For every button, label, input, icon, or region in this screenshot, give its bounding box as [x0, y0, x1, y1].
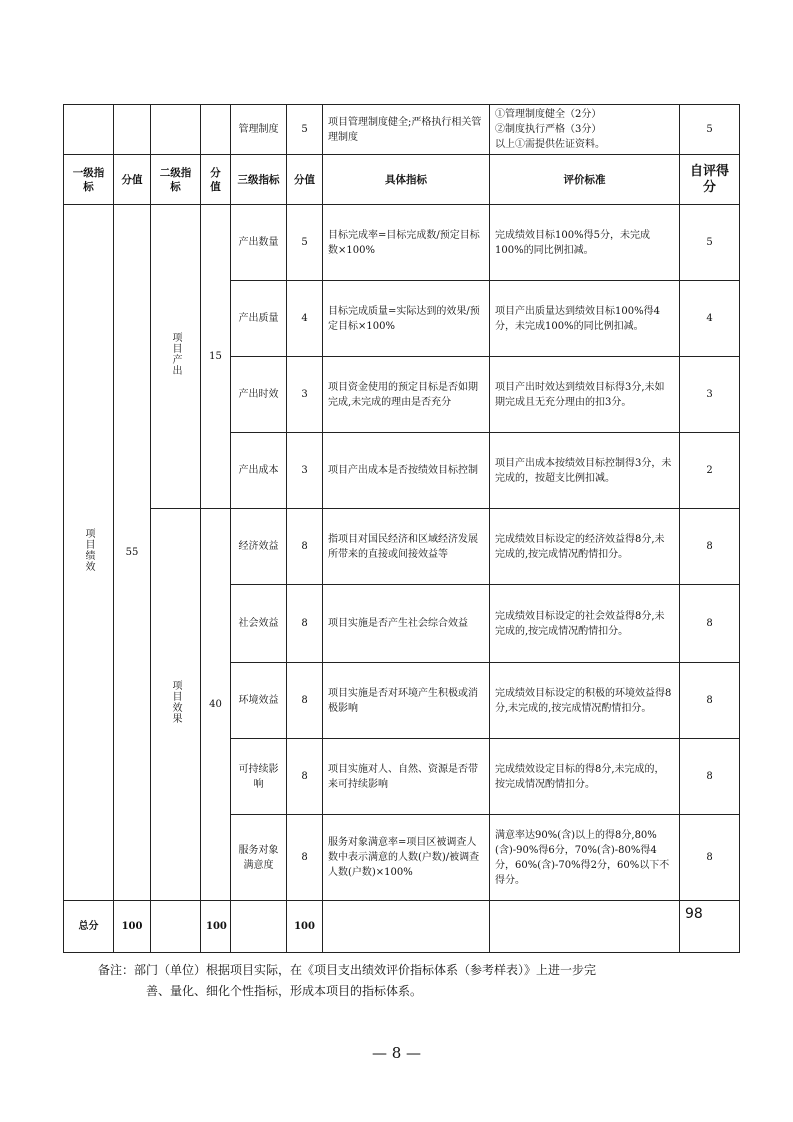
- header-level3: 三级指标: [231, 155, 287, 205]
- group-effect-score: 40: [201, 509, 231, 901]
- level3-cell: 服务对象满意度: [231, 815, 287, 901]
- indicator-cell: 指项目对国民经济和区域经济发展所带来的直接或间接效益等: [323, 509, 490, 585]
- criteria-cell: 项目产出时效达到绩效目标得3分,未如期完成且无充分理由的扣3分。: [490, 357, 680, 433]
- criteria-cell: 完成绩效设定目标的得8分,未完成的，按完成情况酌情扣分。: [490, 739, 680, 815]
- criteria-cell: 项目产出质量达到绩效目标100%得4分，未完成100%的同比例扣减。: [490, 281, 680, 357]
- total-row: [64, 901, 740, 953]
- cell-empty: [323, 901, 490, 953]
- indicator-cell: 项目资金使用的预定目标是否如期完成,未完成的理由是否充分: [323, 357, 490, 433]
- level3-cell: 管理制度: [231, 105, 287, 155]
- score3-cell: 8: [287, 509, 323, 585]
- self-score-cell: 4: [680, 281, 740, 357]
- score3-cell: 8: [287, 739, 323, 815]
- header-score2: 分值: [201, 155, 231, 205]
- indicator-cell: 项目实施对人、自然、资源是否带来可持续影响: [323, 739, 490, 815]
- total-self-score: 98: [680, 901, 740, 953]
- score3-cell: 8: [287, 663, 323, 739]
- header-score3: 分值: [287, 155, 323, 205]
- score3-cell: 5: [287, 105, 323, 155]
- criteria-line: ②制度执行严格（3分）: [495, 124, 602, 135]
- criteria-cell: 完成绩效目标100%得5分，未完成100%的同比例扣减。: [490, 205, 680, 281]
- page-number: — 8 —: [371, 1044, 422, 1062]
- self-score-cell: 5: [680, 205, 740, 281]
- level3-cell: 产出质量: [231, 281, 287, 357]
- footnote-line: 善、量化、细化个性指标，形成本项目的指标体系。: [146, 984, 423, 998]
- total-score2: 100: [201, 901, 231, 953]
- group-output-cell: [151, 205, 201, 509]
- indicator-cell: 项目实施是否产生社会综合效益: [323, 585, 490, 663]
- criteria-line: ①管理制度健全（2分）: [495, 109, 602, 120]
- level3-cell: 产出时效: [231, 357, 287, 433]
- self-score-cell: 8: [680, 509, 740, 585]
- level3-cell: 产出数量: [231, 205, 287, 281]
- level3-cell: 社会效益: [231, 585, 287, 663]
- criteria-cell: [490, 105, 680, 155]
- cell-empty: [490, 901, 680, 953]
- self-score-cell: 3: [680, 357, 740, 433]
- footnote-line: 备注：部门（单位）根据项目实际，在《项目支出绩效评价指标体系（参考样表）》上进一步完: [98, 963, 597, 977]
- self-score-cell: 8: [680, 663, 740, 739]
- header-indicator: 具体指标: [323, 155, 490, 205]
- level1-cell: [64, 205, 114, 901]
- total-score3: 100: [287, 901, 323, 953]
- cell-empty: [151, 105, 201, 155]
- score3-cell: 3: [287, 357, 323, 433]
- footnote: [98, 960, 718, 1002]
- header-level1: 一级指标: [64, 155, 114, 205]
- criteria-cell: 完成绩效目标设定的社会效益得8分,未完成的,按完成情况酌情扣分。: [490, 585, 680, 663]
- indicator-cell: 目标完成质量=实际达到的效果/预定目标×100%: [323, 281, 490, 357]
- cell-empty: [64, 105, 114, 155]
- level3-cell: 经济效益: [231, 509, 287, 585]
- indicator-cell: 项目产出成本是否按绩效目标控制: [323, 433, 490, 509]
- self-score-cell: 8: [680, 739, 740, 815]
- level3-cell: 可持续影响: [231, 739, 287, 815]
- cell-empty: [231, 901, 287, 953]
- level3-cell: 环境效益: [231, 663, 287, 739]
- total-score1: 100: [114, 901, 151, 953]
- criteria-cell: 完成绩效目标设定的经济效益得8分,未完成的,按完成情况酌情扣分。: [490, 509, 680, 585]
- indicator-cell: 项目实施是否对环境产生积极或消极影响: [323, 663, 490, 739]
- table-row: [64, 509, 740, 585]
- criteria-cell: 项目产出成本按绩效目标控制得3分，未完成的，按超支比例扣减。: [490, 433, 680, 509]
- table-row: [64, 205, 740, 281]
- score3-cell: 5: [287, 205, 323, 281]
- indicator-cell: 服务对象满意率=项目区被调查人数中表示满意的人数(户数)/被调查人数(户数)×100%: [323, 815, 490, 901]
- header-self-score: 自评得分: [680, 155, 740, 205]
- self-score-cell: 5: [680, 105, 740, 155]
- score3-cell: 4: [287, 281, 323, 357]
- level1-score-cell: 55: [114, 205, 151, 901]
- score3-cell: 8: [287, 815, 323, 901]
- group-effect-cell: [151, 509, 201, 901]
- performance-indicator-table: [63, 104, 740, 953]
- level1-name: 项目绩效: [83, 528, 94, 572]
- table-header-row: [64, 155, 740, 205]
- header-criteria: 评价标准: [490, 155, 680, 205]
- criteria-line: 以上①需提供佐证资料。: [495, 139, 605, 150]
- group-name: 项目效果: [170, 680, 181, 724]
- table-row-management: [64, 105, 740, 155]
- header-level2: 二级指标: [151, 155, 201, 205]
- criteria-cell: 完成绩效目标设定的积极的环境效益得8分,未完成的,按完成情况酌情扣分。: [490, 663, 680, 739]
- header-score1: 分值: [114, 155, 151, 205]
- cell-empty: [151, 901, 201, 953]
- criteria-cell: 满意率达90%(含)以上的得8分,80%(含)-90%得6分，70%(含)-80%得4分，60%(含)-70%得2分，60%以下不得分。: [490, 815, 680, 901]
- self-score-cell: 8: [680, 585, 740, 663]
- indicator-cell: 目标完成率=目标完成数/预定目标数×100%: [323, 205, 490, 281]
- total-label: 总分: [64, 901, 114, 953]
- score3-cell: 3: [287, 433, 323, 509]
- score3-cell: 8: [287, 585, 323, 663]
- level3-cell: 产出成本: [231, 433, 287, 509]
- self-score-cell: 2: [680, 433, 740, 509]
- self-score-cell: 8: [680, 815, 740, 901]
- group-output-score: 15: [201, 205, 231, 509]
- cell-empty: [114, 105, 151, 155]
- indicator-cell: 项目管理制度健全;严格执行相关管理制度: [323, 105, 490, 155]
- cell-empty: [201, 105, 231, 155]
- group-name: 项目产出: [170, 332, 181, 376]
